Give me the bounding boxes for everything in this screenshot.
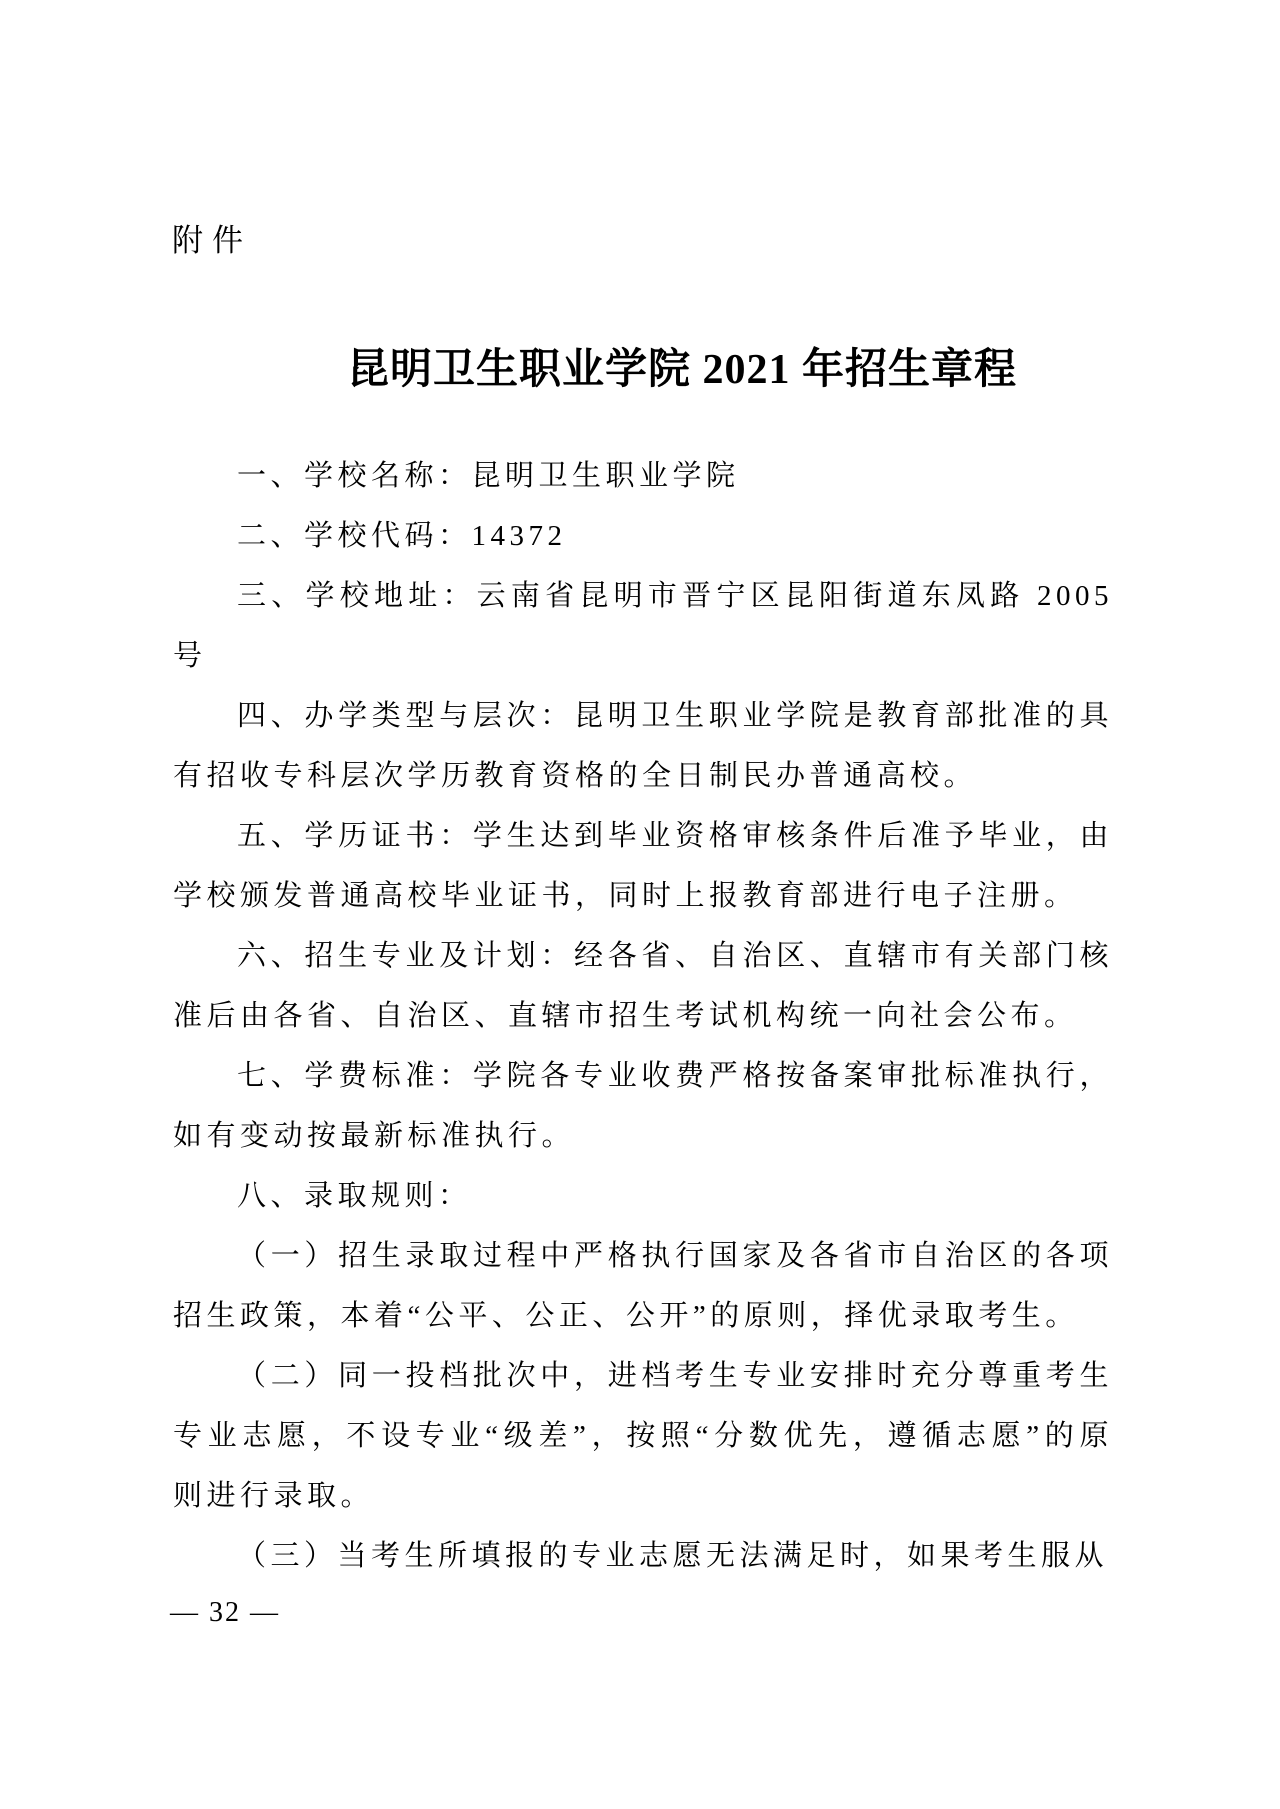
paragraph: 七、学费标准：学院各专业收费严格按备案审批标准执行，如有变动按最新标准执行。 [173, 1060, 1113, 1152]
attachment-label: 附件 [172, 223, 252, 258]
paragraph: （一）招生录取过程中严格执行国家及各省市自治区的各项招生政策，本着“公平、公正、公开”的原则，择优录取考生。 [173, 1240, 1113, 1332]
page-title: 昆明卫生职业学院 2021 年招生章程 [346, 347, 1017, 394]
paragraph: 四、办学类型与层次：昆明卫生职业学院是教育部批准的具有招收专科层次学历教育资格的全日制民办普通高校。 [173, 700, 1113, 792]
paragraph: （三）当考生所填报的专业志愿无法满足时，如果考生服从 [237, 1540, 1109, 1572]
paragraph: 六、招生专业及计划：经各省、自治区、直辖市有关部门核准后由各省、自治区、直辖市招生考试机构统一向社会公布。 [173, 940, 1113, 1032]
paragraph: 八、录取规则： [237, 1180, 472, 1212]
paragraph: （二）同一投档批次中，进档考生专业安排时充分尊重考生专业志愿，不设专业“级差”，按照“分数优先，遵循志愿”的原则进行录取。 [173, 1360, 1113, 1512]
page-number: — 32 — [170, 1597, 280, 1628]
paragraph: 二、学校代码：14372 [237, 520, 567, 552]
paragraph: 一、学校名称：昆明卫生职业学院 [237, 460, 740, 492]
document-body [173, 446, 1113, 1586]
paragraph: 三、学校地址：云南省昆明市晋宁区昆阳街道东凤路 2005 号 [173, 580, 1113, 672]
paragraph: 五、学历证书：学生达到毕业资格审核条件后准予毕业，由学校颁发普通高校毕业证书，同时上报教育部进行电子注册。 [173, 820, 1113, 912]
